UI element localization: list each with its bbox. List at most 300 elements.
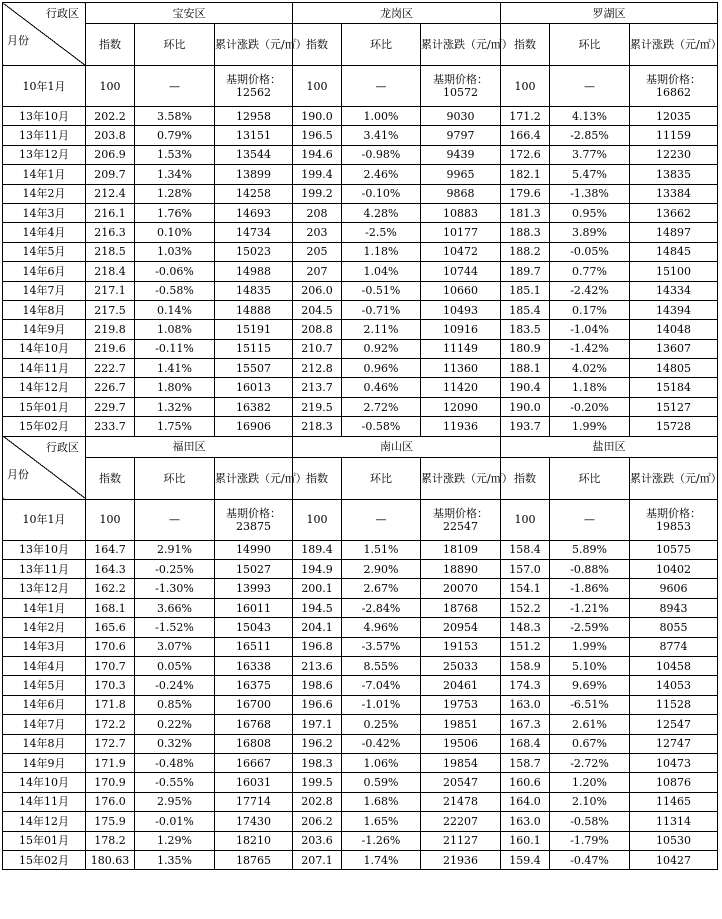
base-mom-cell: — bbox=[135, 66, 215, 107]
index-cell: 205 bbox=[293, 242, 342, 261]
cumulative-cell: 11314 bbox=[630, 812, 718, 831]
cumulative-cell: 9606 bbox=[630, 579, 718, 598]
cumulative-cell: 16011 bbox=[215, 598, 293, 617]
index-cell: 171.9 bbox=[86, 753, 135, 772]
mom-cell: 3.77% bbox=[550, 145, 630, 164]
mom-cell: 1.04% bbox=[342, 262, 421, 281]
table-row bbox=[3, 850, 718, 869]
table-row bbox=[3, 618, 718, 637]
index-cell: 199.4 bbox=[293, 165, 342, 184]
index-column-header: 指数 bbox=[501, 24, 550, 66]
mom-cell: -2.84% bbox=[342, 598, 421, 617]
mom-cell: 1.68% bbox=[342, 792, 421, 811]
mom-cell: 8.55% bbox=[342, 656, 421, 675]
month-cell: 14年7月 bbox=[3, 281, 86, 300]
mom-cell: -0.48% bbox=[135, 753, 215, 772]
index-cell: 216.3 bbox=[86, 223, 135, 242]
index-cell: 194.6 bbox=[293, 145, 342, 164]
cumulative-cell: 14734 bbox=[215, 223, 293, 242]
table-row bbox=[3, 300, 718, 319]
index-cell: 216.1 bbox=[86, 203, 135, 222]
index-cell: 170.7 bbox=[86, 656, 135, 675]
month-cell: 14年4月 bbox=[3, 656, 86, 675]
month-cell: 13年10月 bbox=[3, 107, 86, 126]
cumulative-cell: 10427 bbox=[630, 850, 718, 869]
table-row bbox=[3, 598, 718, 617]
mom-cell: -0.05% bbox=[550, 242, 630, 261]
index-column-header: 指数 bbox=[293, 457, 342, 499]
cumulative-cell: 10458 bbox=[630, 656, 718, 675]
index-cell: 168.4 bbox=[501, 734, 550, 753]
month-cell: 14年6月 bbox=[3, 262, 86, 281]
base-period-row bbox=[3, 499, 718, 540]
mom-cell: 0.85% bbox=[135, 695, 215, 714]
table-row bbox=[3, 165, 718, 184]
cumulative-cell: 11360 bbox=[421, 359, 501, 378]
index-cell: 174.3 bbox=[501, 676, 550, 695]
index-cell: 189.4 bbox=[293, 540, 342, 559]
index-cell: 178.2 bbox=[86, 831, 135, 850]
mom-cell: -0.88% bbox=[550, 560, 630, 579]
mom-cell: 0.22% bbox=[135, 715, 215, 734]
month-cell: 14年3月 bbox=[3, 637, 86, 656]
mom-cell: 1.99% bbox=[550, 417, 630, 436]
mom-cell: 3.07% bbox=[135, 637, 215, 656]
mom-cell: 0.10% bbox=[135, 223, 215, 242]
index-cell: 185.4 bbox=[501, 300, 550, 319]
mom-cell: 0.79% bbox=[135, 126, 215, 145]
mom-cell: 1.28% bbox=[135, 184, 215, 203]
base-mom-cell: — bbox=[550, 66, 630, 107]
index-cell: 170.3 bbox=[86, 676, 135, 695]
cumulative-cell: 15507 bbox=[215, 359, 293, 378]
mom-cell: -0.24% bbox=[135, 676, 215, 695]
index-cell: 152.2 bbox=[501, 598, 550, 617]
index-cell: 217.1 bbox=[86, 281, 135, 300]
table-row bbox=[3, 339, 718, 358]
index-cell: 166.4 bbox=[501, 126, 550, 145]
cumulative-cell: 13607 bbox=[630, 339, 718, 358]
mom-cell: -0.51% bbox=[342, 281, 421, 300]
mom-cell: 3.58% bbox=[135, 107, 215, 126]
mom-cell: 4.02% bbox=[550, 359, 630, 378]
mom-cell: 1.51% bbox=[342, 540, 421, 559]
cumulative-cell: 19854 bbox=[421, 753, 501, 772]
cumulative-cell: 14053 bbox=[630, 676, 718, 695]
index-cell: 162.2 bbox=[86, 579, 135, 598]
mom-cell: -0.47% bbox=[550, 850, 630, 869]
cumulative-cell: 14048 bbox=[630, 320, 718, 339]
month-cell: 13年11月 bbox=[3, 126, 86, 145]
cumulative-cell: 11159 bbox=[630, 126, 718, 145]
mom-cell: 0.14% bbox=[135, 300, 215, 319]
index-column-header: 指数 bbox=[86, 457, 135, 499]
month-cell: 15年01月 bbox=[3, 831, 86, 850]
cumulative-cell: 19506 bbox=[421, 734, 501, 753]
mom-cell: 0.92% bbox=[342, 339, 421, 358]
mom-cell: -0.11% bbox=[135, 339, 215, 358]
month-cell: 14年10月 bbox=[3, 773, 86, 792]
index-cell: 180.63 bbox=[86, 850, 135, 869]
mom-cell: -1.21% bbox=[550, 598, 630, 617]
index-cell: 218.5 bbox=[86, 242, 135, 261]
table-row bbox=[3, 812, 718, 831]
table-row bbox=[3, 695, 718, 714]
corner-label-month: 月份 bbox=[7, 467, 29, 481]
cumulative-column-header: 累计涨跌（元/㎡） bbox=[215, 457, 293, 499]
index-cell: 202.2 bbox=[86, 107, 135, 126]
month-cell: 13年12月 bbox=[3, 579, 86, 598]
month-cell: 14年7月 bbox=[3, 715, 86, 734]
cumulative-cell: 16768 bbox=[215, 715, 293, 734]
index-cell: 190.4 bbox=[501, 378, 550, 397]
mom-cell: 2.61% bbox=[550, 715, 630, 734]
mom-cell: -2.72% bbox=[550, 753, 630, 772]
district-header-row bbox=[3, 436, 718, 457]
mom-cell: 1.76% bbox=[135, 203, 215, 222]
month-cell: 14年9月 bbox=[3, 320, 86, 339]
mom-column-header: 环比 bbox=[135, 24, 215, 66]
mom-cell: 4.28% bbox=[342, 203, 421, 222]
index-cell: 217.5 bbox=[86, 300, 135, 319]
cumulative-cell: 14258 bbox=[215, 184, 293, 203]
cumulative-cell: 16013 bbox=[215, 378, 293, 397]
table-row bbox=[3, 359, 718, 378]
index-cell: 218.3 bbox=[293, 417, 342, 436]
mom-cell: 5.10% bbox=[550, 656, 630, 675]
index-cell: 160.1 bbox=[501, 831, 550, 850]
mom-cell: 1.32% bbox=[135, 397, 215, 416]
table-row bbox=[3, 223, 718, 242]
mom-cell: 0.77% bbox=[550, 262, 630, 281]
base-index-cell: 100 bbox=[86, 66, 135, 107]
cumulative-column-header: 累计涨跌（元/㎡） bbox=[421, 457, 501, 499]
mom-cell: 1.80% bbox=[135, 378, 215, 397]
index-cell: 159.4 bbox=[501, 850, 550, 869]
base-price-label: 基期价格： bbox=[226, 506, 281, 520]
cumulative-cell: 10473 bbox=[630, 753, 718, 772]
index-cell: 209.7 bbox=[86, 165, 135, 184]
cumulative-column-header: 累计涨跌（元/㎡） bbox=[421, 24, 501, 66]
index-cell: 222.7 bbox=[86, 359, 135, 378]
month-cell: 14年11月 bbox=[3, 359, 86, 378]
cumulative-cell: 18765 bbox=[215, 850, 293, 869]
base-price-label: 基期价格： bbox=[433, 73, 489, 86]
cumulative-cell: 14897 bbox=[630, 223, 718, 242]
mom-cell: -0.25% bbox=[135, 560, 215, 579]
district-name: 龙岗区 bbox=[293, 3, 501, 24]
index-cell: 183.5 bbox=[501, 320, 550, 339]
month-cell: 14年5月 bbox=[3, 242, 86, 261]
index-cell: 218.4 bbox=[86, 262, 135, 281]
cumulative-cell: 13544 bbox=[215, 145, 293, 164]
index-cell: 206.9 bbox=[86, 145, 135, 164]
index-cell: 196.8 bbox=[293, 637, 342, 656]
mom-cell: -1.30% bbox=[135, 579, 215, 598]
corner-label-month: 月份 bbox=[7, 34, 29, 47]
mom-cell: -0.71% bbox=[342, 300, 421, 319]
base-price-cell bbox=[215, 66, 293, 107]
index-cell: 213.6 bbox=[293, 656, 342, 675]
mom-cell: 9.69% bbox=[550, 676, 630, 695]
index-cell: 171.2 bbox=[501, 107, 550, 126]
mom-cell: 2.72% bbox=[342, 397, 421, 416]
cumulative-cell: 16906 bbox=[215, 417, 293, 436]
index-cell: 212.4 bbox=[86, 184, 135, 203]
cumulative-cell: 10402 bbox=[630, 560, 718, 579]
month-cell: 13年12月 bbox=[3, 145, 86, 164]
mom-cell: 0.96% bbox=[342, 359, 421, 378]
cumulative-cell: 10660 bbox=[421, 281, 501, 300]
mom-cell: 2.10% bbox=[550, 792, 630, 811]
mom-column-header: 环比 bbox=[135, 457, 215, 499]
cumulative-cell: 9868 bbox=[421, 184, 501, 203]
table-row bbox=[3, 126, 718, 145]
index-cell: 199.5 bbox=[293, 773, 342, 792]
base-index-cell: 100 bbox=[293, 66, 342, 107]
index-cell: 193.7 bbox=[501, 417, 550, 436]
mom-cell: 3.66% bbox=[135, 598, 215, 617]
base-price-label: 基期价格： bbox=[226, 73, 281, 86]
cumulative-cell: 19753 bbox=[421, 695, 501, 714]
index-column-header: 指数 bbox=[86, 24, 135, 66]
month-cell: 14年5月 bbox=[3, 676, 86, 695]
cumulative-cell: 12230 bbox=[630, 145, 718, 164]
cumulative-cell: 14835 bbox=[215, 281, 293, 300]
mom-cell: 0.25% bbox=[342, 715, 421, 734]
base-price-value: 23875 bbox=[236, 519, 271, 533]
cumulative-cell: 15115 bbox=[215, 339, 293, 358]
index-cell: 185.1 bbox=[501, 281, 550, 300]
mom-cell: 1.74% bbox=[342, 850, 421, 869]
base-index-cell: 100 bbox=[293, 499, 342, 540]
mom-cell: 1.08% bbox=[135, 320, 215, 339]
index-cell: 176.0 bbox=[86, 792, 135, 811]
mom-cell: 2.46% bbox=[342, 165, 421, 184]
base-price-cell bbox=[421, 66, 501, 107]
index-cell: 208 bbox=[293, 203, 342, 222]
cumulative-cell: 21127 bbox=[421, 831, 501, 850]
month-cell: 14年12月 bbox=[3, 812, 86, 831]
cumulative-cell: 12035 bbox=[630, 107, 718, 126]
base-price-cell bbox=[630, 499, 718, 540]
mom-cell: -0.55% bbox=[135, 773, 215, 792]
index-cell: 206.0 bbox=[293, 281, 342, 300]
month-cell: 15年02月 bbox=[3, 417, 86, 436]
mom-cell: 1.18% bbox=[550, 378, 630, 397]
base-index-cell: 100 bbox=[501, 66, 550, 107]
table-row bbox=[3, 656, 718, 675]
table-row bbox=[3, 242, 718, 261]
mom-cell: 3.41% bbox=[342, 126, 421, 145]
index-cell: 148.3 bbox=[501, 618, 550, 637]
cumulative-cell: 15023 bbox=[215, 242, 293, 261]
table-row bbox=[3, 676, 718, 695]
cumulative-cell: 20547 bbox=[421, 773, 501, 792]
mom-cell: 4.13% bbox=[550, 107, 630, 126]
cumulative-cell: 21936 bbox=[421, 850, 501, 869]
index-cell: 163.0 bbox=[501, 812, 550, 831]
cumulative-cell: 13835 bbox=[630, 165, 718, 184]
mom-cell: 2.95% bbox=[135, 792, 215, 811]
district-name: 宝安区 bbox=[86, 3, 293, 24]
mom-cell: 1.65% bbox=[342, 812, 421, 831]
index-cell: 164.0 bbox=[501, 792, 550, 811]
table-row bbox=[3, 715, 718, 734]
table-row bbox=[3, 107, 718, 126]
index-cell: 198.6 bbox=[293, 676, 342, 695]
cumulative-cell: 8774 bbox=[630, 637, 718, 656]
index-cell: 171.8 bbox=[86, 695, 135, 714]
cumulative-cell: 16382 bbox=[215, 397, 293, 416]
index-cell: 196.2 bbox=[293, 734, 342, 753]
mom-cell: 1.00% bbox=[342, 107, 421, 126]
cumulative-cell: 12747 bbox=[630, 734, 718, 753]
cumulative-cell: 9439 bbox=[421, 145, 501, 164]
base-mom-cell: — bbox=[342, 66, 421, 107]
index-cell: 203.6 bbox=[293, 831, 342, 850]
cumulative-cell: 11420 bbox=[421, 378, 501, 397]
cumulative-column-header: 累计涨跌（元/㎡） bbox=[215, 24, 293, 66]
index-cell: 157.0 bbox=[501, 560, 550, 579]
mom-cell: -7.04% bbox=[342, 676, 421, 695]
index-cell: 207 bbox=[293, 262, 342, 281]
base-period-row bbox=[3, 66, 718, 107]
mom-cell: -3.57% bbox=[342, 637, 421, 656]
index-column-header: 指数 bbox=[293, 24, 342, 66]
table-row bbox=[3, 792, 718, 811]
column-header-row bbox=[3, 457, 718, 499]
index-cell: 200.1 bbox=[293, 579, 342, 598]
table-row bbox=[3, 417, 718, 436]
cumulative-cell: 17430 bbox=[215, 812, 293, 831]
base-price-cell bbox=[421, 499, 501, 540]
cumulative-cell: 14805 bbox=[630, 359, 718, 378]
cumulative-cell: 22207 bbox=[421, 812, 501, 831]
cumulative-cell: 9965 bbox=[421, 165, 501, 184]
cumulative-cell: 13662 bbox=[630, 203, 718, 222]
mom-column-header: 环比 bbox=[342, 24, 421, 66]
mom-cell: 2.67% bbox=[342, 579, 421, 598]
mom-cell: 0.46% bbox=[342, 378, 421, 397]
month-cell: 14年11月 bbox=[3, 792, 86, 811]
cumulative-cell: 9797 bbox=[421, 126, 501, 145]
corner-label-district: 行政区 bbox=[46, 7, 79, 20]
index-cell: 212.8 bbox=[293, 359, 342, 378]
mom-cell: 5.47% bbox=[550, 165, 630, 184]
table-row bbox=[3, 579, 718, 598]
mom-cell: -6.51% bbox=[550, 695, 630, 714]
cumulative-cell: 14693 bbox=[215, 203, 293, 222]
index-cell: 207.1 bbox=[293, 850, 342, 869]
base-price-value: 16862 bbox=[656, 86, 692, 99]
cumulative-cell: 18109 bbox=[421, 540, 501, 559]
table-row bbox=[3, 184, 718, 203]
table-row bbox=[3, 637, 718, 656]
mom-cell: 0.95% bbox=[550, 203, 630, 222]
cumulative-cell: 14845 bbox=[630, 242, 718, 261]
month-cell: 14年10月 bbox=[3, 339, 86, 358]
month-cell: 14年6月 bbox=[3, 695, 86, 714]
index-cell: 226.7 bbox=[86, 378, 135, 397]
cumulative-cell: 10177 bbox=[421, 223, 501, 242]
cumulative-cell: 16031 bbox=[215, 773, 293, 792]
mom-cell: 5.89% bbox=[550, 540, 630, 559]
cumulative-cell: 15043 bbox=[215, 618, 293, 637]
mom-cell: 1.18% bbox=[342, 242, 421, 261]
index-cell: 210.7 bbox=[293, 339, 342, 358]
table-row bbox=[3, 773, 718, 792]
cumulative-cell: 12958 bbox=[215, 107, 293, 126]
index-cell: 179.6 bbox=[501, 184, 550, 203]
housing-price-index-table bbox=[2, 2, 722, 870]
cumulative-cell: 16511 bbox=[215, 637, 293, 656]
index-cell: 197.1 bbox=[293, 715, 342, 734]
cumulative-cell: 15191 bbox=[215, 320, 293, 339]
mom-cell: 1.35% bbox=[135, 850, 215, 869]
month-cell: 14年12月 bbox=[3, 378, 86, 397]
month-cell: 14年8月 bbox=[3, 734, 86, 753]
index-cell: 182.1 bbox=[501, 165, 550, 184]
cumulative-cell: 10876 bbox=[630, 773, 718, 792]
mom-cell: 0.32% bbox=[135, 734, 215, 753]
index-cell: 203 bbox=[293, 223, 342, 242]
mom-cell: -1.79% bbox=[550, 831, 630, 850]
index-cell: 196.5 bbox=[293, 126, 342, 145]
index-cell: 219.5 bbox=[293, 397, 342, 416]
index-cell: 219.6 bbox=[86, 339, 135, 358]
month-cell: 14年1月 bbox=[3, 165, 86, 184]
month-cell: 14年3月 bbox=[3, 203, 86, 222]
mom-cell: -2.5% bbox=[342, 223, 421, 242]
cumulative-column-header: 累计涨跌（元/㎡） bbox=[630, 24, 718, 66]
cumulative-cell: 16338 bbox=[215, 656, 293, 675]
mom-cell: -0.20% bbox=[550, 397, 630, 416]
mom-cell: 1.34% bbox=[135, 165, 215, 184]
table-row bbox=[3, 281, 718, 300]
cumulative-cell: 21478 bbox=[421, 792, 501, 811]
table-row bbox=[3, 831, 718, 850]
mom-cell: -2.59% bbox=[550, 618, 630, 637]
mom-cell: -0.10% bbox=[342, 184, 421, 203]
mom-cell: 0.59% bbox=[342, 773, 421, 792]
index-cell: 203.8 bbox=[86, 126, 135, 145]
cumulative-cell: 11465 bbox=[630, 792, 718, 811]
cumulative-cell: 11528 bbox=[630, 695, 718, 714]
base-price-value: 10572 bbox=[443, 86, 479, 99]
cumulative-cell: 16808 bbox=[215, 734, 293, 753]
corner-header-cell bbox=[3, 3, 86, 66]
index-cell: 194.5 bbox=[293, 598, 342, 617]
index-cell: 188.1 bbox=[501, 359, 550, 378]
cumulative-cell: 14334 bbox=[630, 281, 718, 300]
mom-cell: 1.53% bbox=[135, 145, 215, 164]
cumulative-column-header: 累计涨跌（元/㎡） bbox=[630, 457, 718, 499]
cumulative-cell: 14888 bbox=[215, 300, 293, 319]
cumulative-cell: 25033 bbox=[421, 656, 501, 675]
cumulative-cell: 10575 bbox=[630, 540, 718, 559]
month-cell: 15年01月 bbox=[3, 397, 86, 416]
cumulative-cell: 20461 bbox=[421, 676, 501, 695]
index-cell: 190.0 bbox=[293, 107, 342, 126]
index-cell: 170.6 bbox=[86, 637, 135, 656]
index-cell: 180.9 bbox=[501, 339, 550, 358]
mom-cell: -2.42% bbox=[550, 281, 630, 300]
cumulative-cell: 9030 bbox=[421, 107, 501, 126]
cumulative-cell: 18890 bbox=[421, 560, 501, 579]
index-cell: 204.1 bbox=[293, 618, 342, 637]
mom-cell: 3.89% bbox=[550, 223, 630, 242]
